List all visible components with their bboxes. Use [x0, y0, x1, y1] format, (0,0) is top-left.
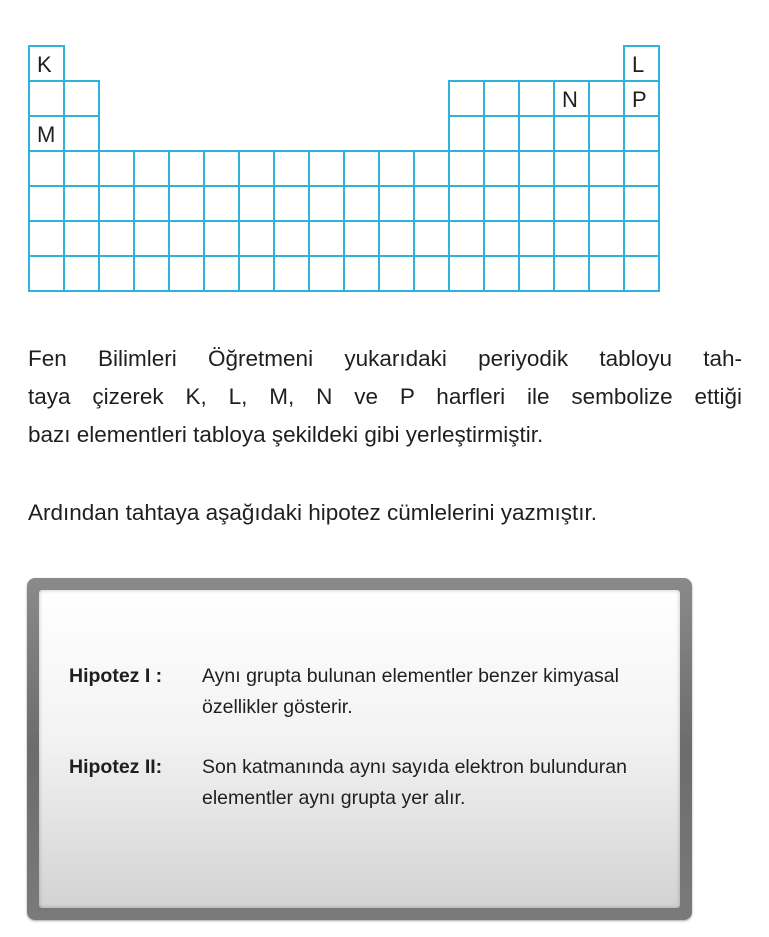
table-cell — [449, 256, 484, 291]
table-cell — [554, 116, 589, 151]
table-cell — [309, 186, 344, 221]
table-cell — [554, 186, 589, 221]
table-cell — [484, 256, 519, 291]
table-cell — [519, 221, 554, 256]
table-cell — [414, 186, 449, 221]
table-cell — [519, 256, 554, 291]
table-cell — [99, 151, 134, 186]
table-cell — [624, 151, 659, 186]
table-cell — [169, 186, 204, 221]
hypothesis-2 — [69, 752, 660, 814]
table-cell — [169, 221, 204, 256]
hypothesis-2-label: Hipotez II: — [69, 756, 163, 778]
followup-paragraph: Ardından tahtaya aşağıdaki hipotez cümlelerini yazmıştır. — [28, 500, 598, 525]
table-cell — [484, 81, 519, 116]
table-cell — [99, 186, 134, 221]
table-cell — [484, 151, 519, 186]
table-cell — [64, 256, 99, 291]
table-cell — [624, 221, 659, 256]
table-cell — [519, 186, 554, 221]
table-cell — [29, 221, 64, 256]
table-cell — [29, 151, 64, 186]
element-label-l: L — [632, 52, 645, 77]
table-cell — [344, 256, 379, 291]
table-cell — [204, 151, 239, 186]
table-cell — [379, 151, 414, 186]
element-label-p: P — [632, 87, 647, 112]
table-cell — [29, 256, 64, 291]
table-cell — [169, 256, 204, 291]
table-cell — [309, 256, 344, 291]
element-label-n: N — [562, 87, 578, 112]
table-cell — [239, 151, 274, 186]
table-cell — [134, 256, 169, 291]
table-cell — [589, 116, 624, 151]
table-cell — [484, 221, 519, 256]
hypothesis-2-text: Son katmanında aynı sayıda elektron bulunduran elementler aynı grupta yer alır. — [202, 756, 627, 809]
table-cell — [134, 186, 169, 221]
table-cell — [169, 151, 204, 186]
table-cell — [379, 221, 414, 256]
table-cell — [414, 256, 449, 291]
table-cell — [204, 221, 239, 256]
hypothesis-1-label: Hipotez I : — [69, 665, 163, 687]
element-label-m: M — [37, 122, 56, 147]
table-cell — [379, 256, 414, 291]
table-cell — [64, 81, 99, 116]
intro-line: bazı elementleri tabloya şekildeki gibi yerleştirmiştir. — [28, 422, 544, 447]
table-cell — [519, 81, 554, 116]
table-cell — [624, 256, 659, 291]
table-cell — [99, 256, 134, 291]
hypothesis-board — [27, 578, 692, 920]
table-cell — [554, 221, 589, 256]
table-cell — [64, 116, 99, 151]
table-cell — [239, 186, 274, 221]
table-cell — [309, 151, 344, 186]
table-cell — [134, 221, 169, 256]
table-cell — [344, 151, 379, 186]
table-cell — [204, 186, 239, 221]
table-cell — [344, 221, 379, 256]
element-label-k: K — [37, 52, 52, 77]
table-cell — [29, 81, 64, 116]
table-cell — [449, 221, 484, 256]
hypothesis-1-text: Aynı grupta bulunan elementler benzer kimyasal özellikler gösterir. — [202, 665, 619, 718]
table-cell — [589, 151, 624, 186]
table-cell — [274, 151, 309, 186]
hypothesis-1 — [69, 661, 660, 723]
table-cell — [64, 186, 99, 221]
table-cell — [484, 186, 519, 221]
table-cell — [554, 151, 589, 186]
table-cell — [29, 186, 64, 221]
table-cell — [99, 221, 134, 256]
table-cell — [449, 116, 484, 151]
table-cell — [589, 81, 624, 116]
intro-line: Fen Bilimleri Öğretmeni yukarıdaki periyodik tabloyu tah- — [28, 346, 742, 371]
table-cell — [624, 186, 659, 221]
table-cell — [519, 151, 554, 186]
table-cell — [64, 151, 99, 186]
table-cell — [274, 221, 309, 256]
periodic-table-cells — [29, 46, 659, 291]
intro-paragraph — [28, 340, 742, 454]
table-cell — [589, 256, 624, 291]
table-cell — [274, 256, 309, 291]
table-cell — [414, 221, 449, 256]
intro-line: taya çizerek K, L, M, N ve P harfleri ile sembolize ettiği — [28, 384, 742, 409]
table-cell — [624, 116, 659, 151]
table-cell — [519, 116, 554, 151]
table-cell — [589, 221, 624, 256]
table-cell — [274, 186, 309, 221]
table-cell — [204, 256, 239, 291]
board-surface — [39, 590, 680, 908]
table-cell — [239, 256, 274, 291]
table-cell — [344, 186, 379, 221]
table-cell — [309, 221, 344, 256]
table-cell — [589, 186, 624, 221]
table-cell — [414, 151, 449, 186]
table-cell — [239, 221, 274, 256]
table-cell — [134, 151, 169, 186]
table-cell — [449, 151, 484, 186]
table-cell — [449, 81, 484, 116]
periodic-table — [0, 0, 769, 300]
table-cell — [64, 221, 99, 256]
table-cell — [379, 186, 414, 221]
table-cell — [554, 256, 589, 291]
table-cell — [484, 116, 519, 151]
table-cell — [449, 186, 484, 221]
